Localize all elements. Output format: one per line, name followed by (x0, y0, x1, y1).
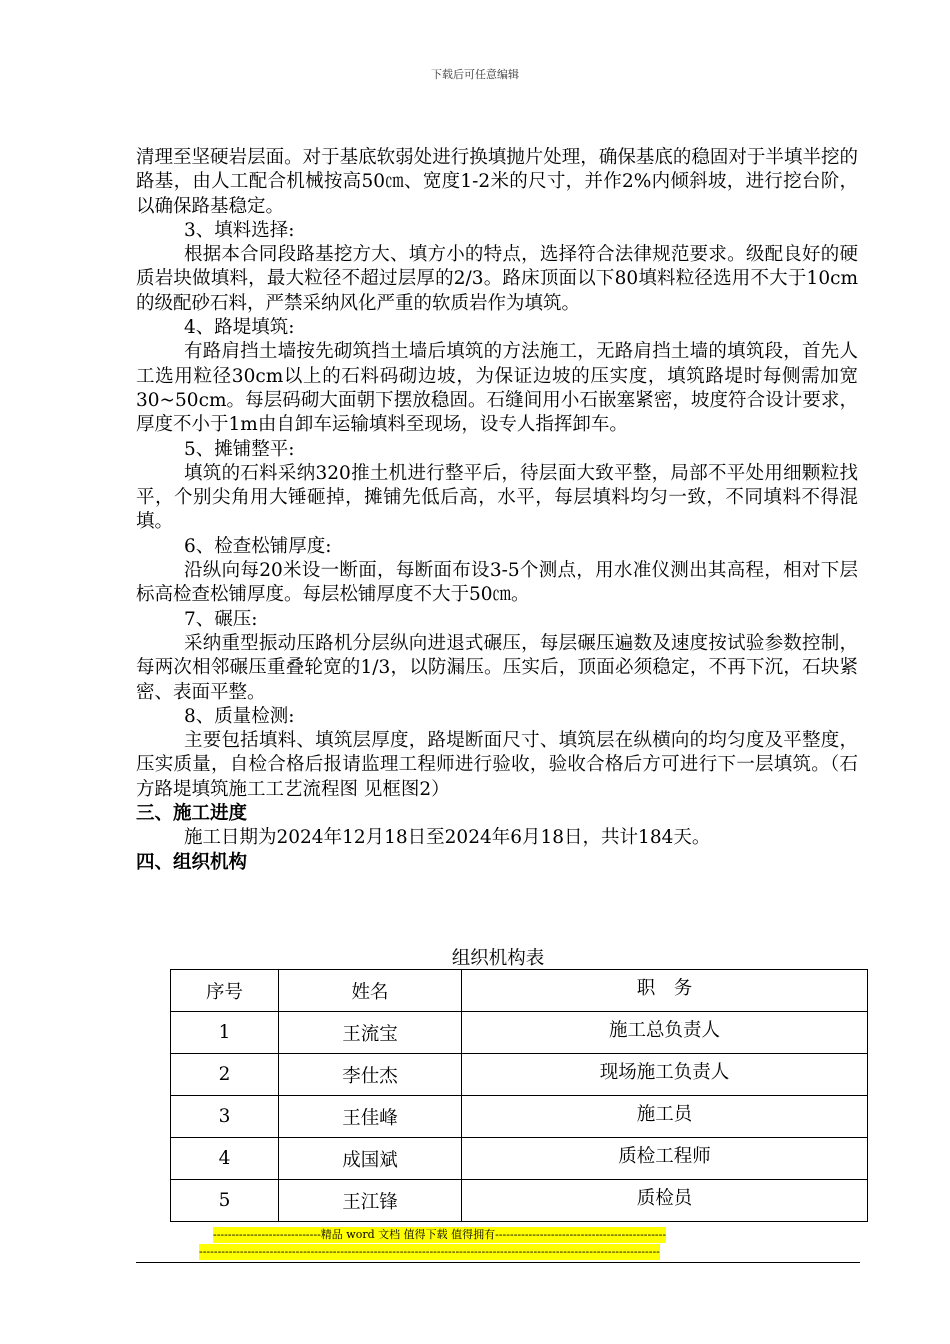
cell-position: 施工员 (462, 1096, 868, 1138)
paragraph: 填筑的石料采纳320推土机进行整平后，待层面大致平整，局部不平处用细颗粒找平，个别尖角用大锤砸掉，摊铺先低后高，水平，每层填料均匀一致，不同填料不得混填。 (136, 462, 858, 533)
footer-dash-line: ---------------------------------------------------------------------------------------------------------------------------- (199, 1245, 660, 1258)
section-heading-3: 3、填料选择: (184, 219, 295, 241)
header-cell-position: 职 务 (462, 970, 868, 1012)
table-caption: 组织机构表 (451, 948, 545, 969)
footer-divider (136, 1262, 860, 1263)
chapter-heading-organization: 四、组织机构 (136, 851, 248, 873)
paragraph: 有路肩挡土墙按先砌筑挡土墙后填筑的方法施工，无路肩挡土墙的填筑段，首先人工选用粒径30cm以上的石料码砌边坡，为保证边坡的压实度，填筑路堤时每侧需加宽30~50cm。每层码砌大面朝下摆放稳固。石缝间用小石嵌塞紧密，坡度符合设计要求，厚度不小于1m由自卸车运输填料至现场，设专人指挥卸车。 (136, 341, 858, 436)
cell-number: 1 (171, 1012, 279, 1054)
section-heading-5: 5、摊铺整平: (184, 438, 295, 460)
cell-number: 5 (171, 1180, 279, 1222)
table-row (171, 1138, 868, 1180)
cell-position: 质检员 (462, 1180, 868, 1222)
section-heading-4: 4、路堤填筑: (184, 317, 295, 339)
cell-position: 质检工程师 (462, 1138, 868, 1180)
organization-table (170, 969, 868, 1222)
paragraph: 根据本合同段路基挖方大、填方小的特点，选择符合法律规范要求。级配良好的硬质岩块做填料，最大粒径不超过层厚的2/3。路床顶面以下80填料粒径选用不大于10cm的级配砂石料，严禁采纳风化严重的软质岩作为填筑。 (136, 244, 858, 314)
cell-position: 施工总负责人 (462, 1012, 868, 1054)
cell-name: 李仕杰 (279, 1054, 462, 1096)
section-heading-6: 6、检查松铺厚度: (184, 535, 332, 557)
section-heading-7: 7、碾压: (184, 608, 258, 630)
cell-number: 2 (171, 1054, 279, 1096)
table-row (171, 1180, 868, 1222)
header-cell-name: 姓名 (279, 970, 462, 1012)
table-row (171, 1096, 868, 1138)
cell-number: 3 (171, 1096, 279, 1138)
header-cell-number: 序号 (171, 970, 279, 1012)
paragraph: 采纳重型振动压路机分层纵向进退式碾压，每层碾压遍数及速度按试验参数控制，每两次相邻碾压重叠轮宽的1/3，以防漏压。压实后，顶面必须稳定，不再下沉，石块紧密、表面平整。 (136, 632, 858, 703)
cell-name: 王流宝 (279, 1012, 462, 1054)
cell-name: 王佳峰 (279, 1096, 462, 1138)
table-row (171, 1054, 868, 1096)
cell-position: 现场施工负责人 (462, 1054, 868, 1096)
paragraph: 施工日期为2024年12月18日至2024年6月18日，共计184天。 (184, 827, 711, 849)
footer-banner-line: -----------------------------精品 word 文档 值得下载 值得拥有---------------------------------------------- (213, 1228, 667, 1241)
cell-number: 4 (171, 1138, 279, 1180)
paragraph: 主要包括填料、填筑层厚度，路堤断面尺寸、填筑层在纵横向的均匀度及平整度，压实质量，自检合格后报请监理工程师进行验收，验收合格后方可进行下一层填筑。（石方路堤填筑施工工艺流程图 见框图2） (136, 730, 858, 800)
cell-name: 成国斌 (279, 1138, 462, 1180)
table-header-row (171, 970, 868, 1012)
section-heading-8: 8、质量检测: (184, 705, 295, 727)
document-body (136, 146, 858, 875)
paragraph: 清理至坚硬岩层面。对于基底软弱处进行换填抛片处理，确保基底的稳固对于半填半挖的路基，由人工配合机械按高50㎝、宽度1-2米的尺寸，并作2%内倾斜坡，进行挖台阶，以确保路基稳定。 (136, 147, 858, 217)
page-header: 下载后可任意编辑 (431, 68, 519, 81)
table-row (171, 1012, 868, 1054)
cell-name: 王江锋 (279, 1180, 462, 1222)
chapter-heading-schedule: 三、施工进度 (136, 803, 248, 825)
paragraph: 沿纵向每20米设一断面，每断面布设3-5个测点，用水准仪测出其高程，相对下层标高检查松铺厚度。每层松铺厚度不大于50㎝。 (136, 560, 858, 606)
